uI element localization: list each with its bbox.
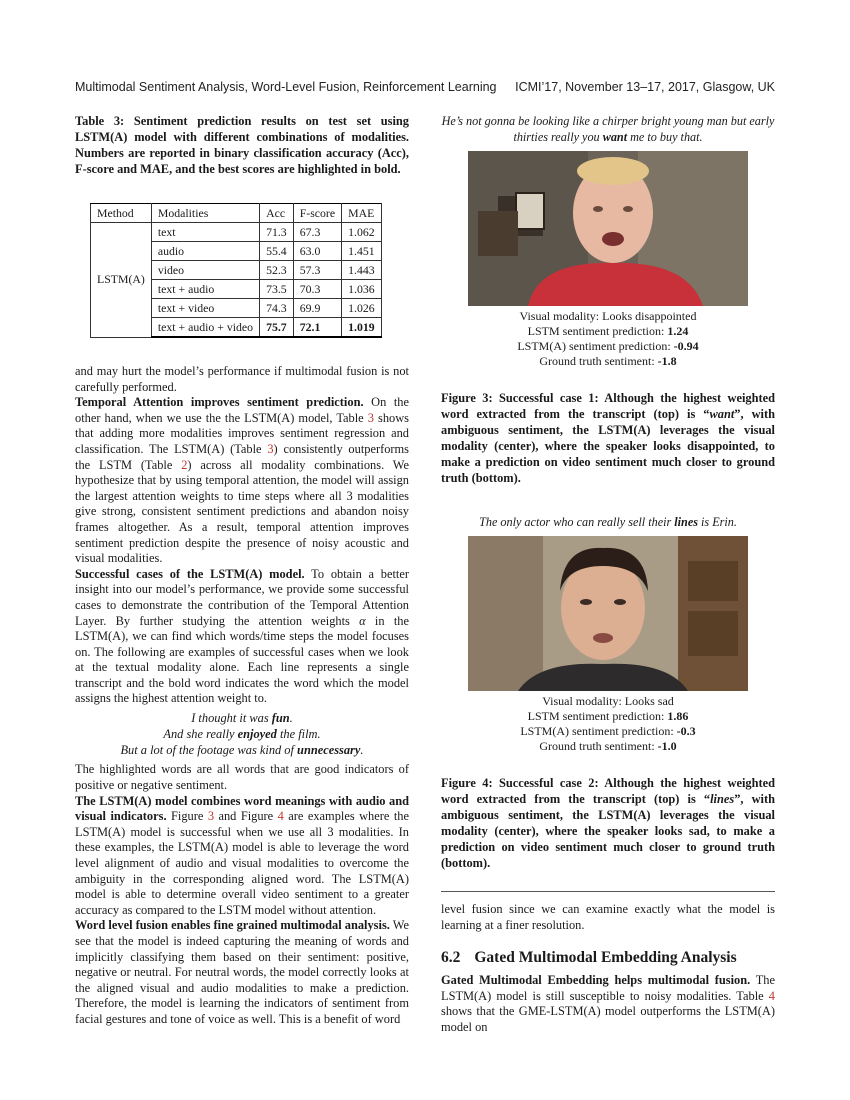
text-span: the film. bbox=[276, 726, 321, 741]
text-span: Figure 3: Successful case 1: Although the highest weighted word extracted from the transcript (top) is “ bbox=[441, 391, 775, 421]
paragraph-heading: Temporal Attention improves sentiment prediction. bbox=[75, 395, 364, 410]
highlighted-word: enjoyed bbox=[237, 726, 277, 741]
text-span: shows that the GME-LSTM(A) model outperforms the LSTM(A) model on bbox=[441, 1004, 775, 1034]
gated-embedding-paragraph bbox=[441, 973, 775, 1035]
acc-cell: 74.3 bbox=[260, 299, 294, 318]
text-span: LSTM(A) sentiment prediction: bbox=[517, 339, 674, 353]
acc-cell: 55.4 bbox=[260, 242, 294, 261]
figure3-video-frame bbox=[468, 151, 748, 306]
speaker-frame-1 bbox=[468, 151, 748, 306]
modality-cell: audio bbox=[151, 242, 259, 261]
continuation-paragraph: level fusion since we can examine exactly what the model is learning at a finer resolution. bbox=[441, 902, 775, 932]
text-span: is Erin. bbox=[697, 515, 737, 529]
fscore-cell-best: 72.1 bbox=[293, 318, 341, 338]
text-span: LSTM sentiment prediction: bbox=[527, 709, 668, 723]
paragraph-heading: Successful cases of the LSTM(A) model. bbox=[75, 566, 305, 581]
mae-cell: 1.036 bbox=[342, 280, 382, 299]
running-header-left: Multimodal Sentiment Analysis, Word-Level Fusion, Reinforcement Learning bbox=[75, 80, 497, 94]
right-column bbox=[441, 113, 775, 1036]
figure-ref-link[interactable]: 4 bbox=[277, 809, 284, 824]
word-level-fusion-paragraph bbox=[75, 918, 409, 1027]
text-span: And she really bbox=[163, 726, 238, 741]
text-span: LSTM sentiment prediction: bbox=[527, 324, 668, 338]
value: -1.8 bbox=[657, 354, 677, 368]
ground-truth-line bbox=[441, 739, 775, 754]
mae-cell-best: 1.019 bbox=[342, 318, 382, 338]
lstma-prediction-line bbox=[441, 724, 775, 739]
temporal-attention-paragraph bbox=[75, 395, 409, 567]
table-row bbox=[91, 223, 382, 242]
divider bbox=[441, 891, 775, 892]
lstma-prediction-line bbox=[441, 339, 775, 354]
fscore-cell: 63.0 bbox=[293, 242, 341, 261]
figure-4 bbox=[441, 514, 775, 871]
alpha-symbol: α bbox=[359, 613, 366, 628]
table-ref-link[interactable]: 2 bbox=[181, 457, 188, 472]
mae-cell: 1.026 bbox=[342, 299, 382, 318]
mae-cell: 1.443 bbox=[342, 261, 382, 280]
figure4-predictions bbox=[441, 694, 775, 754]
value: -0.94 bbox=[673, 339, 699, 353]
header-mae: MAE bbox=[342, 204, 382, 223]
section-title: Gated Multimodal Embedding Analysis bbox=[474, 949, 737, 967]
text-span: ) across all modality combinations. We hypothesize that by using temporal attention, the model will assign the largest attention weights to time steps where all 3 modalities give strong, consistent sentiment predictions and abandon noisy frames altogether. As a result, temporal attention improves sentiment prediction despite the presence of noisy acoustic and visual modalities. bbox=[75, 457, 409, 566]
section-heading bbox=[441, 949, 775, 967]
modality-cell: video bbox=[151, 261, 259, 280]
header-modalities: Modalities bbox=[151, 204, 259, 223]
value: -0.3 bbox=[676, 724, 696, 738]
text-span: I thought it was bbox=[191, 711, 272, 726]
visual-modality-line: Visual modality: Looks disappointed bbox=[519, 309, 697, 323]
text-span: . bbox=[289, 711, 293, 726]
running-header-right: ICMI’17, November 13–17, 2017, Glasgow, UK bbox=[515, 80, 775, 94]
table3-caption: Table 3: Sentiment prediction results on test set using LSTM(A) model with different combinations of modalities. Numbers are reported in binary classification accuracy (Acc), F-score and MAE, and the best scores are highlighted in bold. bbox=[75, 114, 409, 176]
table-ref-link[interactable]: 3 bbox=[267, 441, 274, 456]
quote-line bbox=[75, 743, 409, 759]
mae-cell: 1.451 bbox=[342, 242, 382, 261]
table-header-row bbox=[91, 204, 382, 223]
lstm-prediction-line bbox=[441, 709, 775, 724]
text-span: LSTM(A) sentiment prediction: bbox=[520, 724, 677, 738]
acc-cell: 73.5 bbox=[260, 280, 294, 299]
paragraph-heading: Gated Multimodal Embedding helps multimodal fusion. bbox=[441, 973, 751, 988]
quote-line bbox=[75, 727, 409, 743]
text-span: ”, with ambiguous sentiment, the LSTM(A) leverages the visual modality (center), where the speaker looks disappointed, to make a prediction on video sentiment much closer to ground truth (bottom). bbox=[441, 407, 775, 485]
text-span: Figure bbox=[166, 809, 208, 824]
section-number: 6.2 bbox=[441, 949, 461, 967]
quote-line bbox=[75, 711, 409, 727]
table-ref-link[interactable]: 3 bbox=[367, 410, 374, 425]
value: 1.24 bbox=[667, 324, 689, 338]
left-column bbox=[75, 113, 409, 1028]
acc-cell: 71.3 bbox=[260, 223, 294, 242]
figure3-caption bbox=[441, 390, 775, 486]
paragraph-heading: Word level fusion enables fine grained multimodal analysis. bbox=[75, 918, 390, 933]
method-cell: LSTM(A) bbox=[91, 223, 152, 338]
combines-meanings-paragraph bbox=[75, 794, 409, 919]
mae-cell: 1.062 bbox=[342, 223, 382, 242]
text-span: Ground truth sentiment: bbox=[539, 739, 658, 753]
fscore-cell: 67.3 bbox=[293, 223, 341, 242]
table-ref-link[interactable]: 4 bbox=[768, 988, 775, 1003]
figure-ref-link[interactable]: 3 bbox=[207, 809, 215, 824]
paragraph-heading: The LSTM(A) model combines word meanings with audio and visual indicators. bbox=[75, 793, 409, 824]
header-method: Method bbox=[91, 204, 152, 223]
text-span: The only actor who can really sell their bbox=[479, 515, 675, 529]
ground-truth-line bbox=[441, 354, 775, 369]
lstm-prediction-line bbox=[441, 324, 775, 339]
text-span: The LSTM(A) model is still susceptible to noisy modalities. Table bbox=[441, 973, 775, 1003]
speaker-frame-2 bbox=[468, 536, 748, 691]
value: 1.86 bbox=[667, 709, 689, 723]
text-span: To obtain a better insight into our model’s performance, we provide some successful cases to demonstrate the contribution of the Temporal Attention Layer. By further studying the attention weights bbox=[75, 566, 410, 628]
highlighted-word: want bbox=[602, 130, 628, 144]
text-span: me to buy that. bbox=[627, 130, 703, 144]
fscore-cell: 57.3 bbox=[293, 261, 341, 280]
text-span: On the other hand, when we use the the LSTM(A) model, Table bbox=[75, 395, 409, 425]
intro-paragraph: and may hurt the model’s performance if multimodal fusion is not carefully performed. bbox=[75, 364, 409, 394]
figure4-caption bbox=[441, 775, 775, 871]
modality-cell: text + audio bbox=[151, 280, 259, 299]
text-span: are examples where the LSTM(A) model is successful when we use all 3 modalities. In these examples, the LSTM(A) model is able to leverage the word level alignment of audio and visual modalities to overcome the ambiguity in the corresponding aligned word. The LSTM(A) model is able to determine overall video sentiment to a greater accuracy as compared to the LSTM model without attention. bbox=[75, 809, 409, 917]
acc-cell-best: 75.7 bbox=[260, 318, 294, 338]
text-span: We see that the model is indeed capturing the meaning of words and implicitly classifying them based on their sentiment: positive, negative or neutral. For neutral words, the model correctly looks at the aligned visual and audio modalities to make a prediction. Therefore, the model is learning the indicators of sentiment from facial gestures and tone of voice as well. This is a benefit of word bbox=[75, 918, 409, 1026]
header-acc: Acc bbox=[260, 204, 294, 223]
caption-word: want bbox=[709, 407, 735, 421]
text-span: in the LSTM(A), we can find which words/time steps the model focuses on. The following are examples of successful cases when we look at the textual modality alone. Each line represents a single transcript and the bold word indicates the word which the model assigns the highest attention weight to. bbox=[75, 613, 409, 706]
text-span: He’s not gonna be looking like a chirper bright young man but early thirties really you bbox=[441, 114, 775, 144]
highlighted-word: lines bbox=[674, 515, 698, 529]
figure4-transcript bbox=[441, 514, 775, 530]
modality-cell: text bbox=[151, 223, 259, 242]
header-fscore: F-score bbox=[293, 204, 341, 223]
text-span: But a lot of the footage was kind of bbox=[120, 742, 298, 757]
text-span: ”, with ambiguous sentiment, the LSTM(A) leverages the visual modality (center), where the speaker looks sad, to make a prediction on video sentiment much closer to ground truth (bottom). bbox=[441, 792, 775, 870]
caption-word: lines bbox=[710, 792, 735, 806]
figure-3 bbox=[441, 113, 775, 486]
fscore-cell: 70.3 bbox=[293, 280, 341, 299]
acc-cell: 52.3 bbox=[260, 261, 294, 280]
figure3-transcript bbox=[441, 113, 775, 145]
text-span: Ground truth sentiment: bbox=[539, 354, 658, 368]
highlighted-word: unnecessary bbox=[297, 742, 361, 757]
modality-cell: text + video bbox=[151, 299, 259, 318]
figure3-predictions bbox=[441, 309, 775, 369]
text-span: shows that adding more modalities improves sentiment regression and classification. The LSTM(A) (Table bbox=[75, 410, 409, 456]
figure4-video-frame bbox=[468, 536, 748, 691]
highlighted-word: fun bbox=[271, 711, 290, 726]
text-span: ) consistently outperforms the LSTM (Table bbox=[75, 441, 409, 472]
highlighted-words-paragraph: The highlighted words are all words that are good indicators of positive or negative sentiment. bbox=[75, 762, 409, 793]
modality-cell: text + audio + video bbox=[151, 318, 259, 338]
fscore-cell: 69.9 bbox=[293, 299, 341, 318]
results-table bbox=[90, 203, 382, 338]
successful-cases-paragraph bbox=[75, 567, 409, 707]
text-span: Figure 4: Successful case 2: Although the highest weighted word extracted from the transcript (top) is “ bbox=[441, 776, 775, 806]
example-quotes bbox=[75, 711, 409, 758]
text-span: and Figure bbox=[214, 809, 278, 824]
value: -1.0 bbox=[657, 739, 677, 753]
text-span: . bbox=[360, 742, 364, 757]
visual-modality-line: Visual modality: Looks sad bbox=[542, 694, 674, 708]
